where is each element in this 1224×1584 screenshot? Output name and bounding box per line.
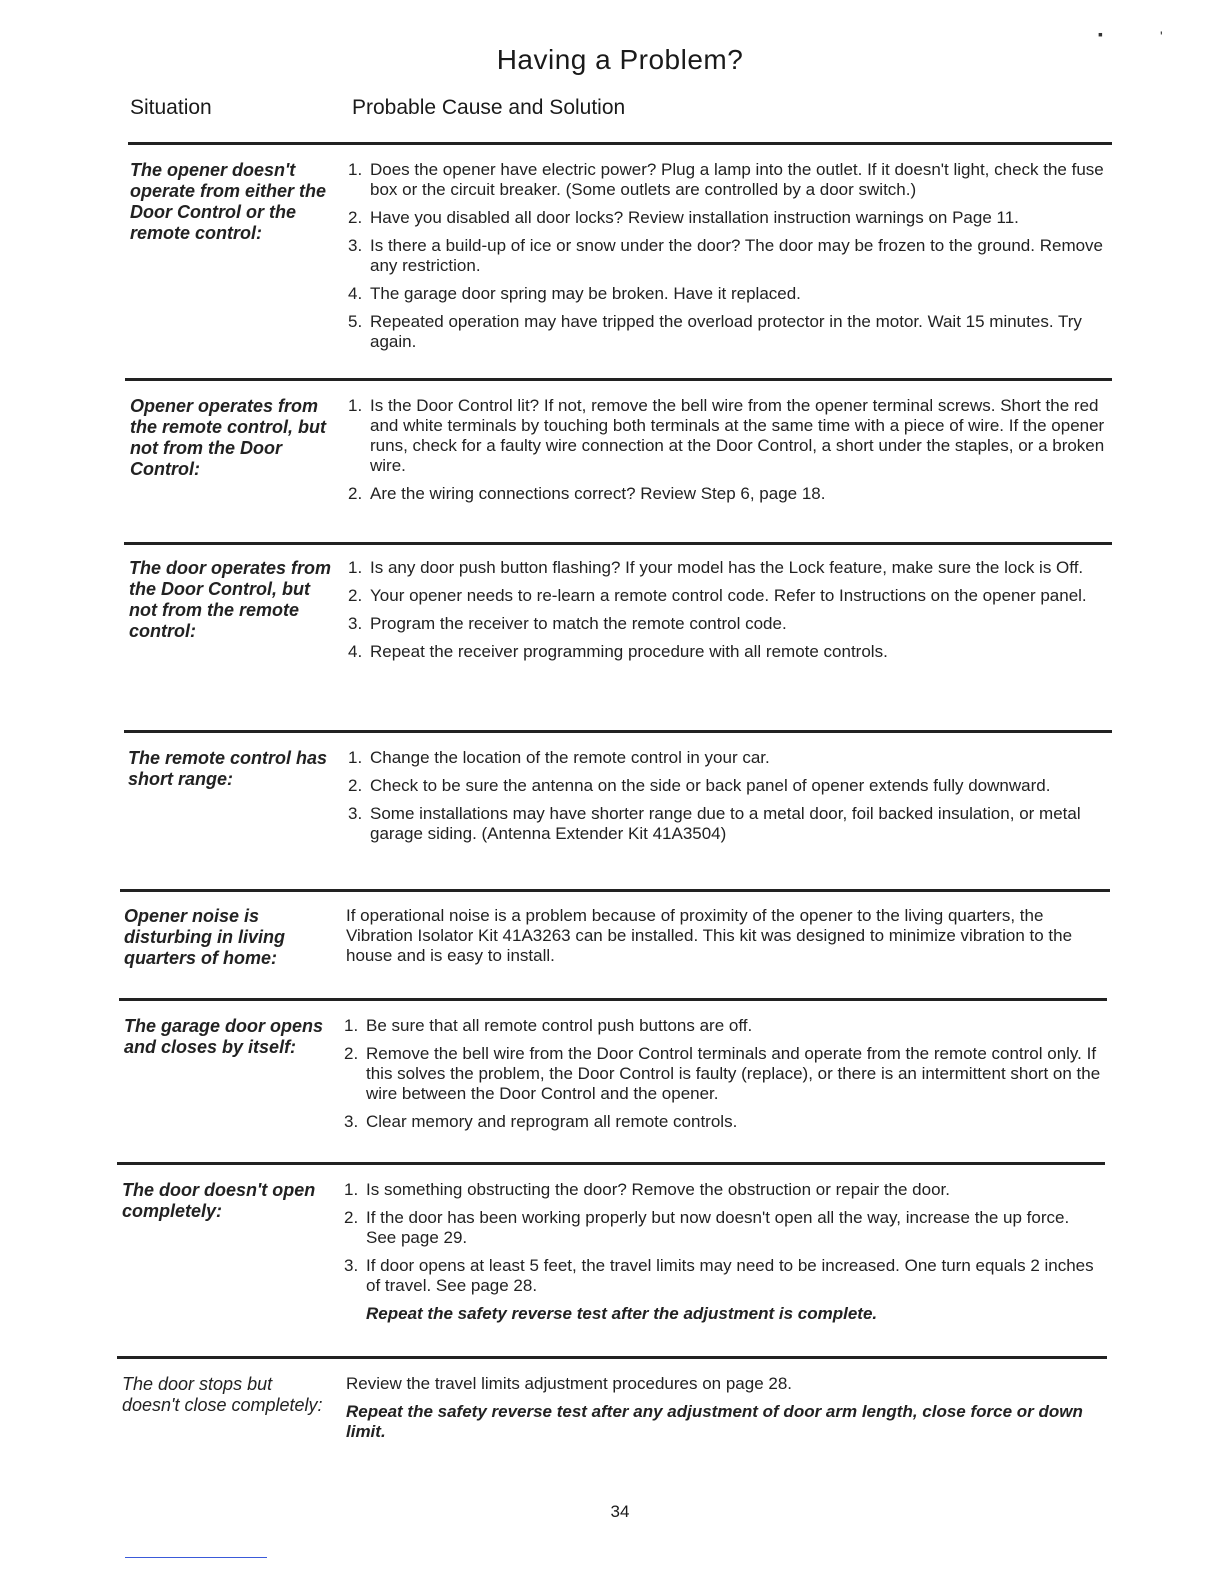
solution-item: 2. Are the wiring connections correct? Review Step 6, page 18. xyxy=(348,484,826,503)
situation-column-header: Situation xyxy=(130,96,212,119)
divider xyxy=(120,889,1110,892)
solution-paragraph: If operational noise is a problem because of proximity of the opener to the living quarters, the Vibration Isolator Kit 41A3263 can be installed. This kit was designed to minimize vibration to the house and is easy to install. xyxy=(346,906,1073,965)
situation-text: The door stops but doesn't close completely: xyxy=(122,1374,323,1415)
solution-item: 3. Some installations may have shorter range due to a metal door, foil backed insulation, or metal garage siding. (Antenna Extender Kit 41A3504) xyxy=(348,804,1081,843)
solution-text: Your opener needs to re-learn a remote control code. Refer to Instructions on the opener panel. xyxy=(370,586,1087,605)
solution-text: Is there a build-up of ice or snow under the door? The door may be frozen to the ground. Remove any restriction. xyxy=(370,236,1104,275)
solution-item: 3. Clear memory and reprogram all remote controls. xyxy=(344,1112,738,1131)
divider xyxy=(128,142,1112,145)
solution-item: 2. If the door has been working properly but now doesn't open all the way, increase the up force. See page 29. xyxy=(344,1208,1070,1247)
solution-paragraph: Review the travel limits adjustment procedures on page 28. xyxy=(346,1374,793,1393)
solution-item: 3. Program the receiver to match the remote control code. xyxy=(348,614,787,633)
footer-line xyxy=(125,1557,267,1558)
divider xyxy=(119,998,1107,1001)
solution-item: 1. Be sure that all remote control push buttons are off. xyxy=(344,1016,753,1035)
solution-list xyxy=(348,558,1108,670)
divider xyxy=(117,1162,1105,1165)
solution-item: 5. Repeated operation may have tripped the overload protector in the motor. Wait 15 minutes. Try again. xyxy=(348,312,1082,351)
situation-text: The garage door opens and closes by itself: xyxy=(124,1016,324,1057)
situation-text: Opener operates from the remote control, but not from the Door Control: xyxy=(130,396,327,479)
solution-item: 1. Is any door push button flashing? If your model has the Lock feature, make sure the lock is Off. xyxy=(348,558,1084,577)
solution-item: 1. Is the Door Control lit? If not, remove the bell wire from the opener terminal screws. Short the red and white terminals by touching both terminals at the same time with a piece of wire. If the opener runs, check for a faulty wire connection at the Door Control, a short under the staples, or a broken wire. xyxy=(348,396,1105,475)
solution-text: Are the wiring connections correct? Review Step 6, page 18. xyxy=(370,484,826,503)
solution-item: 1. Change the location of the remote control in your car. xyxy=(348,748,770,767)
solution-text: Is any door push button flashing? If your model has the Lock feature, make sure the lock is Off. xyxy=(370,558,1084,577)
solution-list xyxy=(344,1016,1104,1140)
situation-text: The door operates from the Door Control, but not from the remote control: xyxy=(129,558,332,641)
solution-text: Be sure that all remote control push buttons are off. xyxy=(366,1016,753,1035)
solution-item: 1. Is something obstructing the door? Remove the obstruction or repair the door. xyxy=(344,1180,950,1199)
solution-text: Is something obstructing the door? Remove the obstruction or repair the door. xyxy=(366,1180,950,1199)
safety-note: Repeat the safety reverse test after the adjustment is complete. xyxy=(366,1304,878,1323)
solution-list xyxy=(348,396,1108,512)
solution-item: 2. Have you disabled all door locks? Review installation instruction warnings on Page 11. xyxy=(348,208,1019,227)
solution-item: 4. Repeat the receiver programming procedure with all remote controls. xyxy=(348,642,888,661)
page-number: 34 xyxy=(610,1502,630,1521)
situation-text: The opener doesn't operate from either the Door Control or the remote control: xyxy=(130,160,327,243)
solution-text: If the door has been working properly but now doesn't open all the way, increase the up force. See page 29. xyxy=(366,1208,1070,1247)
page-title: Having a Problem? xyxy=(496,44,744,75)
solution-list xyxy=(344,1180,1104,1324)
solution-text: Is the Door Control lit? If not, remove the bell wire from the opener terminal screws. Short the red and white terminals by touching both terminals at the same time with a piece of wire. If the opener runs, check for a faulty wire connection at the Door Control, a short under the staples, or a broken wire. xyxy=(370,396,1105,475)
solution-text: Repeat the receiver programming procedure with all remote controls. xyxy=(370,642,888,661)
solution-text: Change the location of the remote control in your car. xyxy=(370,748,770,767)
divider xyxy=(125,378,1112,381)
situation-text: Opener noise is disturbing in living quarters of home: xyxy=(124,906,285,968)
situation-text: The remote control has short range: xyxy=(128,748,328,789)
solution-list xyxy=(346,1374,1106,1442)
scan-mark: ' xyxy=(1160,28,1163,44)
solution-item: 1. Does the opener have electric power? Plug a lamp into the outlet. If it doesn't light, check the fuse box or the circuit breaker. (Some outlets are controlled by a door switch.) xyxy=(348,160,1104,199)
solution-item: 2. Check to be sure the antenna on the side or back panel of opener extends fully downward. xyxy=(348,776,1051,795)
solution-text: The garage door spring may be broken. Have it replaced. xyxy=(370,284,801,303)
solution-text: Program the receiver to match the remote control code. xyxy=(370,614,787,633)
solution-list xyxy=(348,160,1108,360)
scan-mark: ▪ xyxy=(1098,26,1103,42)
situation-text: The door doesn't open completely: xyxy=(122,1180,316,1221)
safety-note: Repeat the safety reverse test after any adjustment of door arm length, close force or down limit. xyxy=(346,1402,1083,1441)
solution-text: Clear memory and reprogram all remote controls. xyxy=(366,1112,738,1131)
solution-item: 4. The garage door spring may be broken. Have it replaced. xyxy=(348,284,801,303)
solution-text: Repeated operation may have tripped the overload protector in the motor. Wait 15 minutes. Try again. xyxy=(370,312,1082,351)
divider xyxy=(124,730,1112,733)
solution-text: If door opens at least 5 feet, the travel limits may need to be increased. One turn equals 2 inches of travel. See page 28. xyxy=(366,1256,1094,1295)
solution-item: 3. If door opens at least 5 feet, the travel limits may need to be increased. One turn equals 2 inches of travel. See page 28. xyxy=(344,1256,1094,1295)
solution-item: 2. Your opener needs to re-learn a remote control code. Refer to Instructions on the opener panel. xyxy=(348,586,1087,605)
solution-text: Does the opener have electric power? Plug a lamp into the outlet. If it doesn't light, check the fuse box or the circuit breaker. (Some outlets are controlled by a door switch.) xyxy=(370,160,1104,199)
solution-text: Have you disabled all door locks? Review installation instruction warnings on Page 11. xyxy=(370,208,1019,227)
solution-text: Some installations may have shorter range due to a metal door, foil backed insulation, or metal garage siding. (Antenna Extender Kit 41A3504) xyxy=(370,804,1081,843)
divider xyxy=(117,1356,1107,1359)
solution-text: Check to be sure the antenna on the side or back panel of opener extends fully downward. xyxy=(370,776,1051,795)
cause-column-header: Probable Cause and Solution xyxy=(352,96,626,119)
solution-list xyxy=(346,906,1106,974)
solution-list xyxy=(348,748,1108,852)
solution-item: 3. Is there a build-up of ice or snow under the door? The door may be frozen to the ground. Remove any restriction. xyxy=(348,236,1104,275)
solution-item: 2. Remove the bell wire from the Door Control terminals and operate from the remote control only. If this solves the problem, the Door Control is faulty (replace), or there is an intermittent short on the wire between the Door Control and the opener. xyxy=(344,1044,1101,1103)
divider xyxy=(124,542,1112,545)
solution-text: Remove the bell wire from the Door Control terminals and operate from the remote control only. If this solves the problem, the Door Control is faulty (replace), or there is an intermittent short on the wire between the Door Control and the opener. xyxy=(366,1044,1101,1103)
